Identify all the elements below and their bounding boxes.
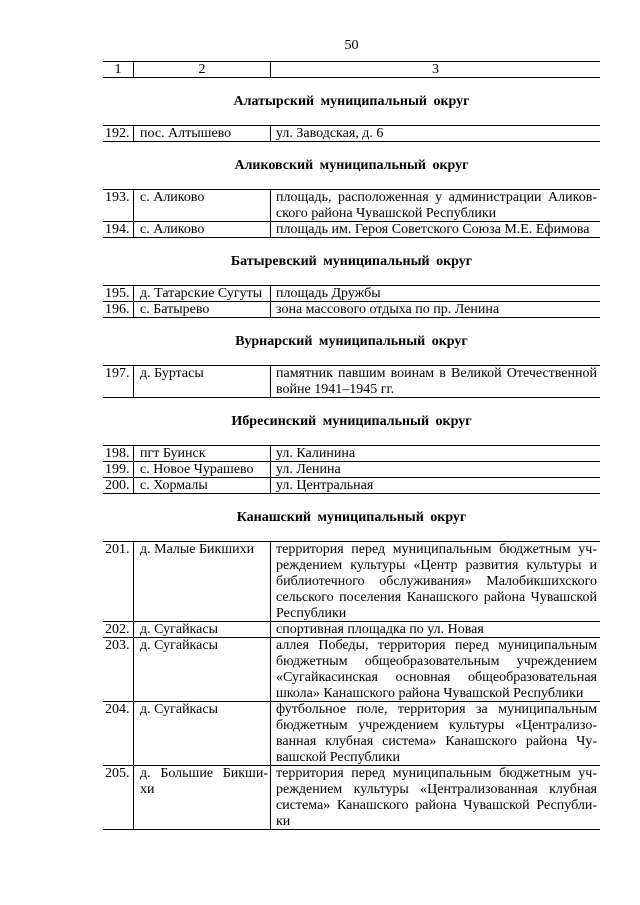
district-table bbox=[103, 445, 600, 494]
location-line: площадь Дружбы bbox=[276, 286, 381, 301]
table-row bbox=[103, 766, 600, 830]
location-cell bbox=[270, 222, 600, 238]
location-cell bbox=[270, 766, 600, 830]
table-row bbox=[103, 302, 600, 318]
district-table bbox=[103, 365, 600, 398]
location-line: спортивная площадка по ул. Новая bbox=[276, 622, 484, 637]
location-cell bbox=[270, 302, 600, 318]
settlement-cell bbox=[133, 446, 270, 462]
settlement-cell bbox=[133, 286, 270, 302]
location-line: «Сугайкасинская основная общеобразовательная bbox=[276, 670, 597, 685]
row-number: 201. bbox=[105, 542, 130, 557]
settlement-line: с. Аликово bbox=[140, 222, 205, 237]
location-line: ского района Чувашской Республики bbox=[276, 206, 497, 221]
location-cell bbox=[270, 190, 600, 222]
location-line: школа» Канашского района Чувашской Республики bbox=[276, 686, 584, 701]
location-line: бюджетным общеобразовательным учреждением bbox=[276, 654, 597, 669]
settlement-cell bbox=[133, 302, 270, 318]
row-number-cell bbox=[103, 766, 133, 830]
location-cell bbox=[270, 446, 600, 462]
location-line: войне 1941–1945 гг. bbox=[276, 382, 395, 397]
district-table bbox=[103, 285, 600, 318]
row-number-cell bbox=[103, 478, 133, 494]
row-number-cell bbox=[103, 366, 133, 398]
table-row bbox=[103, 702, 600, 766]
location-line: площадь им. Героя Советского Союза М.Е. Ефимова bbox=[276, 222, 590, 237]
settlement-cell bbox=[133, 222, 270, 238]
location-cell bbox=[270, 478, 600, 494]
table-row bbox=[103, 462, 600, 478]
location-cell bbox=[270, 702, 600, 766]
location-line: ванная клубная система» Канашского района Чу- bbox=[276, 734, 597, 749]
location-line: футбольное поле, территория за муниципальным bbox=[276, 702, 597, 717]
settlement-line: д. Сугайкасы bbox=[140, 638, 218, 653]
location-line: Республики bbox=[276, 606, 347, 621]
settlement-cell bbox=[133, 462, 270, 478]
location-cell bbox=[270, 622, 600, 638]
location-line: памятник павшим воинам в Великой Отечественной bbox=[276, 366, 597, 381]
settlement-line: д. Буртасы bbox=[140, 366, 204, 381]
row-number: 198. bbox=[105, 446, 130, 461]
district-heading: Батыревский муниципальный округ bbox=[230, 254, 473, 269]
location-line: территория перед муниципальным бюджетным уч- bbox=[276, 542, 597, 557]
location-line: территория перед муниципальным бюджетным уч- bbox=[276, 766, 597, 781]
row-number-cell bbox=[103, 126, 133, 142]
column-header-number: 1 bbox=[114, 62, 122, 77]
row-number-cell bbox=[103, 286, 133, 302]
settlement-cell bbox=[133, 702, 270, 766]
column-header-row bbox=[103, 62, 600, 78]
location-cell bbox=[270, 542, 600, 622]
table-row bbox=[103, 542, 600, 622]
settlement-cell bbox=[133, 622, 270, 638]
table-row bbox=[103, 126, 600, 142]
page-number: 50 bbox=[344, 38, 359, 53]
row-number: 197. bbox=[105, 366, 130, 381]
table-row bbox=[103, 478, 600, 494]
row-number: 193. bbox=[105, 190, 130, 205]
row-number: 202. bbox=[105, 622, 130, 637]
location-line: ул. Заводская, д. 6 bbox=[276, 126, 384, 141]
table-row bbox=[103, 190, 600, 222]
settlement-line: д. Большие Бикши- bbox=[140, 766, 268, 781]
location-line: реждением культуры «Центр развития культуры и bbox=[276, 558, 597, 573]
district-heading: Вурнарский муниципальный округ bbox=[235, 334, 468, 349]
settlement-cell bbox=[133, 766, 270, 830]
table-row bbox=[103, 286, 600, 302]
row-number-cell bbox=[103, 462, 133, 478]
settlement-cell bbox=[133, 190, 270, 222]
table-row bbox=[103, 622, 600, 638]
district-table bbox=[103, 541, 600, 830]
location-cell bbox=[270, 366, 600, 398]
district-table bbox=[103, 189, 600, 238]
row-number: 194. bbox=[105, 222, 130, 237]
row-number: 192. bbox=[105, 126, 130, 141]
row-number-cell bbox=[103, 638, 133, 702]
settlement-line: пос. Алтышево bbox=[140, 126, 232, 141]
row-number: 199. bbox=[105, 462, 130, 477]
location-line: аллея Победы, территория перед муниципальным bbox=[276, 638, 597, 653]
settlement-line: д. Сугайкасы bbox=[140, 702, 218, 717]
table-row bbox=[103, 366, 600, 398]
settlement-cell bbox=[133, 126, 270, 142]
row-number: 203. bbox=[105, 638, 130, 653]
location-line: библиотечного обслуживания» Малобикшихского bbox=[276, 574, 597, 589]
settlement-line: с. Новое Чурашево bbox=[140, 462, 254, 477]
row-number: 200. bbox=[105, 478, 130, 493]
settlement-line: с. Батырево bbox=[140, 302, 210, 317]
settlement-line: д. Сугайкасы bbox=[140, 622, 218, 637]
table-row bbox=[103, 638, 600, 702]
row-number-cell bbox=[103, 222, 133, 238]
column-header-location: 3 bbox=[270, 62, 600, 78]
location-line: ул. Ленина bbox=[276, 462, 341, 477]
settlement-line: д. Малые Бикшихи bbox=[140, 542, 255, 557]
column-header-table bbox=[103, 61, 600, 78]
settlement-line: с. Аликово bbox=[140, 190, 205, 205]
district-heading: Алатырский муниципальный округ bbox=[233, 94, 470, 109]
location-line: ул. Калинина bbox=[276, 446, 356, 461]
settlement-cell bbox=[133, 542, 270, 622]
row-number-cell bbox=[103, 622, 133, 638]
settlement-cell bbox=[133, 366, 270, 398]
district-heading: Канашский муниципальный округ bbox=[236, 510, 467, 525]
page-content bbox=[103, 38, 600, 830]
row-number: 205. bbox=[105, 766, 130, 781]
column-header-settlement: 2 bbox=[133, 62, 270, 78]
row-number-cell bbox=[103, 542, 133, 622]
location-line: ул. Центральная bbox=[276, 478, 374, 493]
settlement-cell bbox=[133, 478, 270, 494]
row-number: 195. bbox=[105, 286, 130, 301]
district-heading: Аликовский муниципальный округ bbox=[234, 158, 469, 173]
location-line: бюджетным учреждением культуры «Централизо- bbox=[276, 718, 597, 733]
district-table bbox=[103, 125, 600, 142]
row-number-cell bbox=[103, 702, 133, 766]
row-number: 204. bbox=[105, 702, 130, 717]
table-row bbox=[103, 446, 600, 462]
location-cell bbox=[270, 286, 600, 302]
location-cell bbox=[270, 462, 600, 478]
location-line: система» Канашского района Чувашской Республи- bbox=[276, 798, 597, 813]
location-line: вашской Республики bbox=[276, 750, 400, 765]
settlement-cell bbox=[133, 638, 270, 702]
row-number-cell bbox=[103, 302, 133, 318]
location-cell bbox=[270, 638, 600, 702]
settlement-line: хи bbox=[140, 782, 155, 797]
location-line: ки bbox=[276, 814, 291, 829]
row-number-cell bbox=[103, 190, 133, 222]
location-line: реждением культуры «Централизованная клубная bbox=[276, 782, 597, 797]
settlement-line: с. Хормалы bbox=[140, 478, 208, 493]
row-number: 196. bbox=[105, 302, 130, 317]
row-number-cell bbox=[103, 446, 133, 462]
settlement-line: пгт Буинск bbox=[140, 446, 206, 461]
location-line: зона массового отдыха по пр. Ленина bbox=[276, 302, 500, 317]
location-line: сельского поселения Канашского района Чувашской bbox=[276, 590, 597, 605]
district-heading: Ибресинский муниципальный округ bbox=[231, 414, 472, 429]
table-row bbox=[103, 222, 600, 238]
location-line: площадь, расположенная у администрации Аликов- bbox=[276, 190, 597, 205]
location-cell bbox=[270, 126, 600, 142]
settlement-line: д. Татарские Сугуты bbox=[140, 286, 263, 301]
